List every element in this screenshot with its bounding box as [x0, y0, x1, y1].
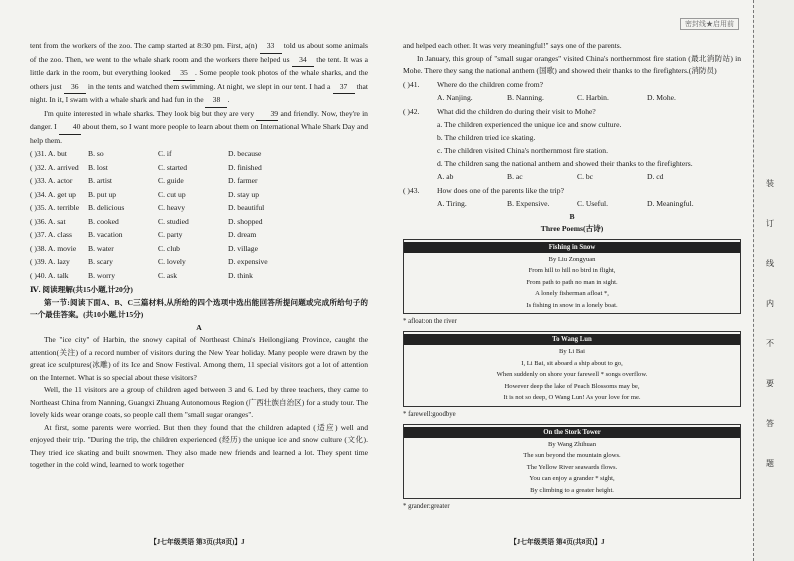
option-d[interactable]: D. village: [228, 243, 258, 253]
option-b[interactable]: B. vacation: [88, 230, 123, 239]
cloze-blank[interactable]: 34: [292, 54, 314, 68]
question-number: ( )42.: [403, 106, 420, 116]
passage-label-b: B: [569, 211, 575, 221]
option-b[interactable]: B. water: [88, 243, 114, 253]
cloze-blank[interactable]: 36: [64, 81, 86, 95]
option-d[interactable]: D. shopped: [228, 216, 263, 226]
right-page: [403, 40, 741, 513]
option-c[interactable]: C. ask: [158, 270, 177, 280]
cloze-blank[interactable]: 38: [205, 94, 227, 108]
passage-text: and friendly. Now, they're in danger. I: [30, 108, 368, 131]
passage-text: I'm quite interested in whale sharks. They look big but they are very: [44, 108, 257, 118]
poem-line: Is fishing in snow in a lonely boat.: [526, 301, 618, 309]
poem-line: The sun beyond the mountain glows.: [523, 452, 621, 459]
question-number: ( )43.: [403, 185, 420, 195]
question-number: ( )34. A. get up: [30, 189, 76, 199]
question-number: ( )33. A. actor: [30, 176, 73, 185]
cloze-question-row: [30, 269, 368, 283]
cloze-question-row: [30, 228, 368, 242]
binding-strip-char: 题: [766, 459, 774, 468]
passage-text: that night. In it, I swam with a whale shark and had fun in the: [30, 81, 369, 104]
question-text: Where do the children come from?: [437, 79, 544, 89]
cloze-question-row: [30, 147, 368, 161]
option-b[interactable]: B. delicious: [88, 203, 125, 212]
option-b[interactable]: B. Expensive.: [507, 199, 550, 208]
poem-author: By Liu Zongyuan: [548, 255, 596, 263]
poem-note: * afloat:on the river: [403, 318, 457, 325]
question-42-options: [403, 170, 741, 184]
poem-line: It is not so deep, O Wang Lun! As your love for me.: [503, 394, 641, 401]
poem-note: * grander:greater: [403, 503, 450, 510]
statement-a: a. The children experienced the unique ice and snow culture.: [437, 120, 622, 129]
cloze-question-row: [30, 201, 368, 215]
section-instructions: 第一节:阅读下面A、B、C三篇材料,从所给的四个选项中选出能回答所提问题或完成所给句子的一个最佳答案。(共10小题,计15分): [30, 297, 368, 319]
passage-text: . Some people took photos of the whale sharks, and the others just: [30, 68, 368, 91]
cloze-question-row: [30, 242, 368, 256]
option-d[interactable]: D. because: [228, 149, 262, 158]
statement-c: c. The children visited China's northernmost fire station.: [437, 146, 608, 155]
option-b[interactable]: B. ac: [507, 172, 523, 181]
option-c[interactable]: C. if: [158, 149, 172, 158]
cloze-blank[interactable]: 33: [260, 40, 282, 54]
option-c[interactable]: C. started: [158, 162, 188, 172]
option-c[interactable]: C. heavy: [158, 203, 185, 212]
option-d[interactable]: D. finished: [228, 162, 262, 172]
cloze-blank[interactable]: 39: [256, 108, 278, 122]
poem-title: Fishing in Snow: [404, 242, 740, 253]
option-d[interactable]: D. Mohe.: [647, 93, 676, 102]
binding-strip-char: 要: [766, 379, 774, 388]
question-text: What did the children do during their visit to Mohe?: [437, 106, 596, 116]
question-43: [403, 184, 741, 198]
option-b[interactable]: B. put up: [88, 189, 117, 199]
option-b[interactable]: B. artist: [88, 176, 113, 185]
passage-text: in the tents and watched them swimming. At night, we slept in our tent. I had a: [85, 81, 333, 91]
option-c[interactable]: C. bc: [577, 172, 594, 181]
option-c[interactable]: C. club: [158, 243, 180, 253]
poem-title: To Wang Lun: [404, 334, 740, 345]
cloze-options: [30, 147, 368, 282]
option-b[interactable]: B. cooked: [88, 216, 119, 226]
option-b[interactable]: B. worry: [88, 270, 115, 280]
left-page: [30, 40, 368, 472]
question-number: ( )38. A. movie: [30, 243, 77, 253]
passage-a-continuation: and helped each other. It was very meaningful!" says one of the parents.: [403, 41, 622, 50]
option-c[interactable]: C. studied: [158, 216, 189, 226]
question-number: ( )41.: [403, 79, 420, 89]
option-c[interactable]: C. guide: [158, 176, 184, 185]
question-43-options: [403, 197, 741, 211]
binding-strip-char: 线: [766, 259, 774, 268]
cloze-question-row: [30, 255, 368, 269]
poem-to-wang-lun: [403, 331, 741, 407]
question-number: ( )35. A. terrible: [30, 203, 80, 212]
option-c[interactable]: C. party: [158, 230, 183, 239]
question-number: ( )39. A. lazy: [30, 257, 70, 266]
option-b[interactable]: B. Nanning.: [507, 93, 544, 102]
poem-line: From path to path no man in sight.: [526, 278, 618, 286]
poem-line: You can enjoy a grander * sight,: [529, 475, 615, 482]
option-c[interactable]: C. Harbin.: [577, 93, 609, 102]
option-a[interactable]: A. Nanjing.: [437, 93, 473, 102]
poem-line: However deep the lake of Peach Blossoms may be,: [504, 382, 640, 390]
option-b[interactable]: B. lost: [88, 162, 108, 172]
poem-line: I, Li Bai, sit aboard a ship about to go,: [521, 359, 623, 367]
poem-author: By Wang Zhihuan: [547, 440, 597, 448]
section-title: Ⅳ. 阅读理解(共15小题,计20分): [30, 285, 133, 294]
option-b[interactable]: B. so: [88, 149, 104, 158]
option-a[interactable]: A. Tiring.: [437, 199, 467, 208]
question-41: [403, 78, 741, 92]
option-d[interactable]: D. Meaningful.: [647, 199, 694, 208]
poem-author: By Li Bai: [558, 348, 585, 355]
poem-line: The Yellow River seawards flows.: [526, 463, 618, 471]
cloze-blank[interactable]: 40: [59, 121, 81, 135]
poem-line: When suddenly on shore your farewell * songs overflow.: [496, 371, 648, 378]
binding-strip-char: 答: [766, 419, 774, 428]
question-41-options: [403, 91, 741, 105]
passage-text: the tent. It was a little dark in the room, but everything looked: [30, 54, 368, 77]
poem-line: A lonely fisherman afloat *,: [535, 290, 609, 297]
option-d[interactable]: D. expensive: [228, 257, 268, 266]
poem-note: * farewell:goodbye: [403, 410, 456, 418]
left-footer: 【J七年级英语 第3页(共8页)】J: [150, 539, 245, 546]
option-d[interactable]: D. stay up: [228, 189, 260, 199]
binding-strip: [753, 0, 794, 561]
statement-d: d. The children sang the national anthem and showed their thanks to the firefighters.: [437, 159, 693, 168]
option-a[interactable]: A. ab: [437, 172, 454, 181]
cloze-question-row: [30, 161, 368, 175]
poem-title: On the Stork Tower: [404, 427, 740, 438]
passage-paragraph-2: [30, 108, 368, 148]
poem-line: From hill to hill no bird in flight,: [528, 267, 616, 274]
passage-a-paragraph-3: At first, some parents were worried. But then they found that the children adapted (适应) well and enjoyed their trip. "During the trip, the children experienced (经历) the unique ice and snow culture (文化). They tried ice skating and built snowmen. They also made new friends and learned a lot. They spent time together in the cold wind, learned to work together: [30, 422, 368, 469]
question-number: ( )40. A. talk: [30, 270, 69, 280]
question-number: ( )36. A. sat: [30, 216, 66, 226]
question-number: ( )31. A. but: [30, 149, 67, 158]
poem-on-the-stork-tower: [403, 424, 741, 500]
option-d[interactable]: D. dream: [228, 230, 257, 239]
passage-text: tent from the workers of the zoo. The camp started at 8:30 pm. First, a(n): [30, 41, 260, 50]
statement-b: b. The children tried ice skating.: [437, 133, 536, 142]
cloze-question-row: [30, 215, 368, 229]
right-footer: 【J七年级英语 第4页(共8页)】J: [510, 539, 605, 546]
question-text: How does one of the parents like the trip?: [437, 185, 564, 195]
passage-a-paragraph-2: Well, the 11 visitors are a group of children aged between 3 and 6. Led by three teachers, they came to Northeast China from Nanning, Guangxi Zhuang Autonomous Region (广西壮族自治区) for a study tour. The lovely kids wear orange coats, so people call them "small sugar oranges".: [30, 385, 368, 419]
passage-text: about them, so I want more people to learn about them on International Whale Shark Day and help them.: [30, 122, 368, 145]
question-number: ( )37. A. class: [30, 230, 72, 239]
binding-strip-char: 内: [766, 299, 774, 308]
binding-strip-char: 不: [766, 339, 774, 348]
cloze-question-row: [30, 188, 368, 202]
poem-line: By climbing to a greater height.: [530, 486, 614, 494]
passage-label-a: A: [196, 322, 202, 332]
poem-fishing-in-snow: [403, 239, 741, 315]
option-c[interactable]: C. cut up: [158, 189, 186, 199]
cloze-question-row: [30, 174, 368, 188]
binding-strip-char: 装: [766, 179, 774, 188]
passage-text: told us about some animals of the zoo. Then, we went to the whale shark room and the workers there helped us: [30, 41, 368, 64]
option-d[interactable]: D. cd: [647, 172, 664, 181]
passage-paragraph-1: [30, 40, 368, 108]
cloze-blank[interactable]: 37: [333, 81, 355, 95]
option-d[interactable]: D. beautiful: [228, 203, 265, 212]
option-b[interactable]: B. scary: [88, 257, 113, 266]
option-d[interactable]: D. think: [228, 270, 253, 280]
option-d[interactable]: D. farmer: [228, 176, 258, 185]
header-tag: 密封线★启用前: [680, 18, 739, 30]
binding-strip-char: 订: [766, 219, 774, 228]
poems-title: Three Poems(古诗): [540, 224, 604, 233]
passage-a-paragraph-4: In January, this group of "small sugar oranges" visited China's northernmost fire station (最北消防站) in Mohe. There they sang the national anthem (国歌) and showed their thanks to the firefighters.(消防员): [403, 53, 741, 75]
question-42: [403, 105, 741, 119]
passage-text: .: [227, 95, 230, 104]
passage-a-paragraph-1: The "ice city" of Harbin, the snowy capital of Northeast China's Heilongjiang Province, caught the attention(关注) of a record number of visitors during the New Year holiday. Many people were drawn by the great ice sculptures(冰雕) of its Ice and Snow Festival. Among them, 11 special visitors got a lot of attention on the Internet. What is so special about these visitors?: [30, 335, 368, 382]
cloze-blank[interactable]: 35: [173, 67, 195, 81]
question-number: ( )32. A. arrived: [30, 162, 79, 172]
option-c[interactable]: C. Useful.: [577, 199, 609, 208]
option-c[interactable]: C. lovely: [158, 257, 186, 266]
